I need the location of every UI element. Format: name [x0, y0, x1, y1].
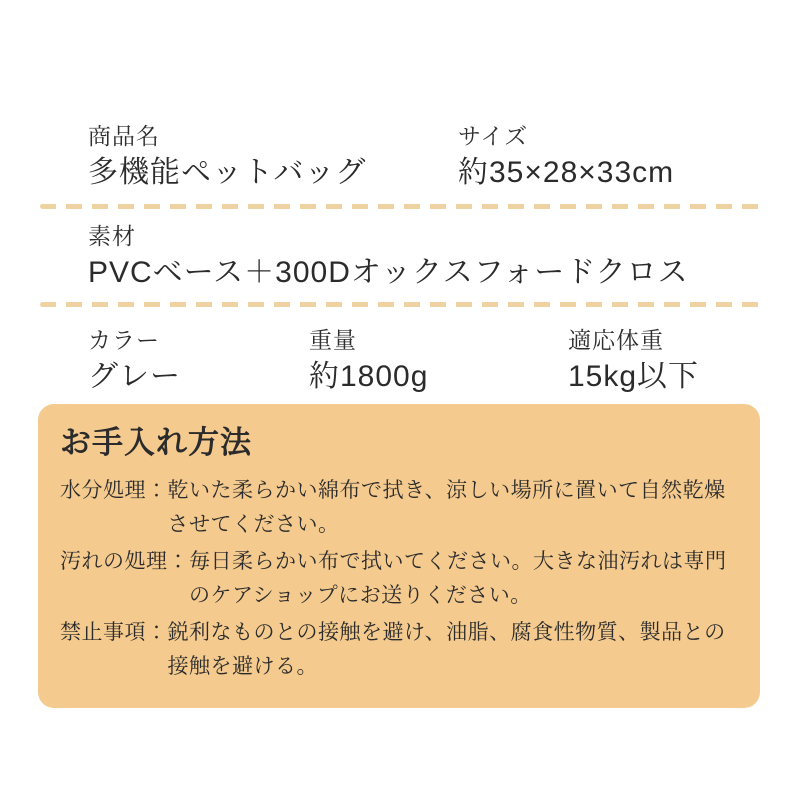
care-item-text: 毎日柔らかい布で拭いてください。大きな油汚れは専門のケアショップにお送りください。 — [189, 550, 727, 607]
care-item-label: 汚れの処理： — [60, 550, 189, 573]
spec-product-name — [88, 120, 366, 193]
dashed-divider — [40, 204, 760, 209]
care-title: お手入れ方法 — [60, 425, 252, 460]
spec-max-weight-value: 15kg以下 — [568, 360, 700, 393]
care-item-dirt — [60, 545, 738, 613]
spec-size-label: サイズ — [458, 123, 529, 149]
care-item-moisture — [60, 474, 738, 542]
spec-max-weight-label: 適応体重 — [568, 327, 664, 353]
spec-color-value: グレー — [88, 360, 181, 393]
care-item-text: 乾いた柔らかい綿布で拭き、涼しい場所に置いて自然乾燥させてください。 — [167, 479, 726, 536]
spec-weight-label: 重量 — [309, 327, 357, 353]
care-item-label: 禁止事項： — [60, 621, 168, 644]
care-item-prohibited — [60, 616, 738, 684]
care-item-text: 鋭利なものとの接触を避け、油脂、腐食性物質、製品との接触を避ける。 — [167, 621, 726, 678]
spec-material-value: PVCベース＋300Dオックスフォードクロス — [88, 256, 689, 289]
spec-weight-value: 約1800g — [309, 360, 429, 393]
spec-material-label: 素材 — [88, 223, 136, 249]
dashed-divider — [40, 302, 760, 307]
spec-weight — [309, 324, 428, 397]
care-instructions-box — [38, 404, 760, 708]
spec-size — [458, 120, 674, 193]
spec-color-label: カラー — [88, 327, 160, 353]
spec-product-name-label: 商品名 — [88, 123, 160, 149]
spec-product-name-value: 多機能ペットバッグ — [88, 156, 367, 189]
care-item-label: 水分処理： — [60, 479, 168, 502]
spec-max-weight — [568, 324, 699, 397]
spec-size-value: 約35×28×33cm — [458, 156, 675, 189]
spec-color — [88, 324, 181, 397]
spec-material — [88, 220, 689, 293]
